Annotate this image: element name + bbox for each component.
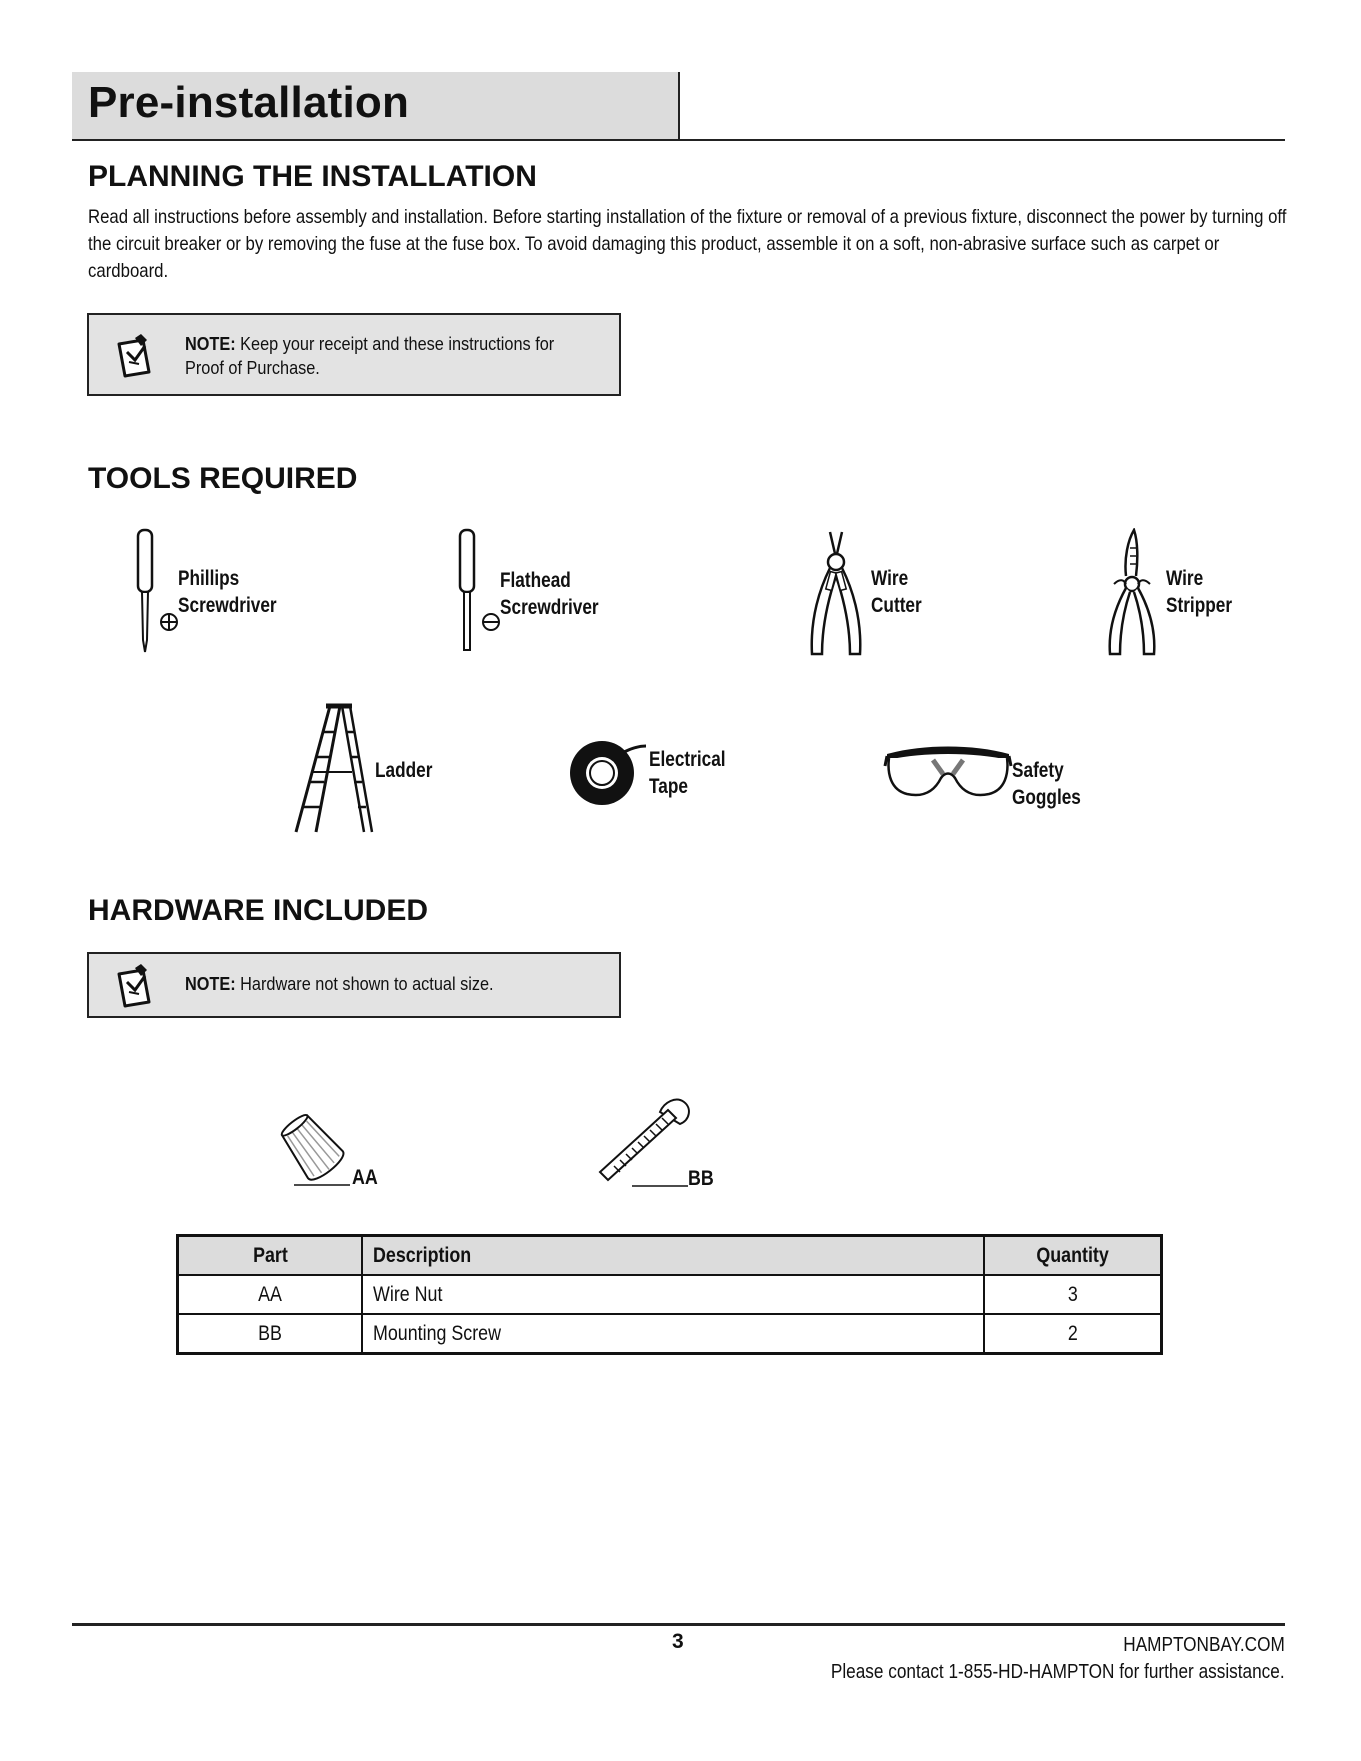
- note-line-2: Proof of Purchase.: [185, 357, 320, 378]
- tools-section-title: TOOLS REQUIRED: [88, 462, 358, 495]
- ladder-icon: [290, 702, 374, 836]
- page-number: 3: [672, 1630, 684, 1653]
- table-header-row: [178, 1236, 1162, 1276]
- description-cell: Wire Nut: [362, 1275, 984, 1314]
- hardware-section-title: HARDWARE INCLUDED: [88, 894, 428, 927]
- ladder-label: Ladder: [375, 759, 433, 782]
- phillips-screwdriver-label: Phillips Screwdriver: [178, 567, 277, 617]
- mounting-screw-leader-line: [632, 1184, 688, 1188]
- flathead-screwdriver-label: Flathead Screwdriver: [500, 569, 599, 619]
- header-divider: [72, 139, 1285, 141]
- description-cell: Mounting Screw: [362, 1314, 984, 1354]
- receipt-note-box: [87, 313, 621, 396]
- footer-contact: Please contact 1-855-HD-HAMPTON for further assistance.: [831, 1661, 1285, 1683]
- column-header-quantity: Quantity: [984, 1236, 1162, 1276]
- hardware-note-line: Hardware not shown to actual size.: [240, 973, 494, 994]
- part-cell: AA: [178, 1275, 363, 1314]
- safety-goggles-label: Safety Goggles: [1012, 759, 1081, 809]
- note-pad-icon: [111, 962, 159, 1010]
- mounting-screw-icon: [596, 1088, 696, 1188]
- column-header-part: Part: [178, 1236, 363, 1276]
- wire-stripper-icon: [1104, 528, 1160, 660]
- table-row: [178, 1275, 1162, 1314]
- note-label: NOTE:: [185, 973, 236, 994]
- wire-cutter-label: Wire Cutter: [871, 567, 922, 617]
- note-label: NOTE:: [185, 333, 236, 354]
- wire-cutter-icon: [806, 528, 866, 660]
- hardware-note-box: [87, 952, 621, 1018]
- safety-goggles-icon: [883, 740, 1013, 802]
- quantity-cell: 3: [984, 1275, 1162, 1314]
- note-pad-icon: [111, 332, 159, 380]
- wire-nut-icon: [268, 1100, 352, 1190]
- phillips-screwdriver-icon: [131, 528, 181, 658]
- planning-section-title: PLANNING THE INSTALLATION: [88, 160, 537, 193]
- receipt-note-text: [185, 332, 607, 380]
- electrical-tape-icon: [568, 738, 648, 808]
- hardware-note-text: [185, 972, 607, 996]
- part-label-aa: AA: [352, 1166, 378, 1189]
- part-cell: BB: [178, 1314, 363, 1354]
- page-title: Pre-installation: [88, 78, 410, 127]
- hardware-table: [176, 1234, 1163, 1355]
- column-header-description: Description: [362, 1236, 984, 1276]
- wire-stripper-label: Wire Stripper: [1166, 567, 1233, 617]
- part-label-bb: BB: [688, 1167, 714, 1190]
- note-line-1: Keep your receipt and these instructions for: [240, 333, 555, 354]
- wire-nut-leader-line: [294, 1183, 350, 1187]
- electrical-tape-label: Electrical Tape: [649, 748, 726, 798]
- planning-paragraph: Read all instructions before assembly and installation. Before starting installation of the fixture or removal of a previous fixture, disconnect the power by turning off the circuit breaker or by removing the fuse at the fuse box. To avoid damaging this product, assemble it on a soft, non-abrasive surface such as carpet or cardboard.: [88, 206, 1287, 282]
- flathead-screwdriver-icon: [453, 528, 503, 658]
- footer-website: HAMPTONBAY.COM: [1123, 1634, 1285, 1656]
- quantity-cell: 2: [984, 1314, 1162, 1354]
- footer-divider: [72, 1623, 1285, 1626]
- table-row: [178, 1314, 1162, 1354]
